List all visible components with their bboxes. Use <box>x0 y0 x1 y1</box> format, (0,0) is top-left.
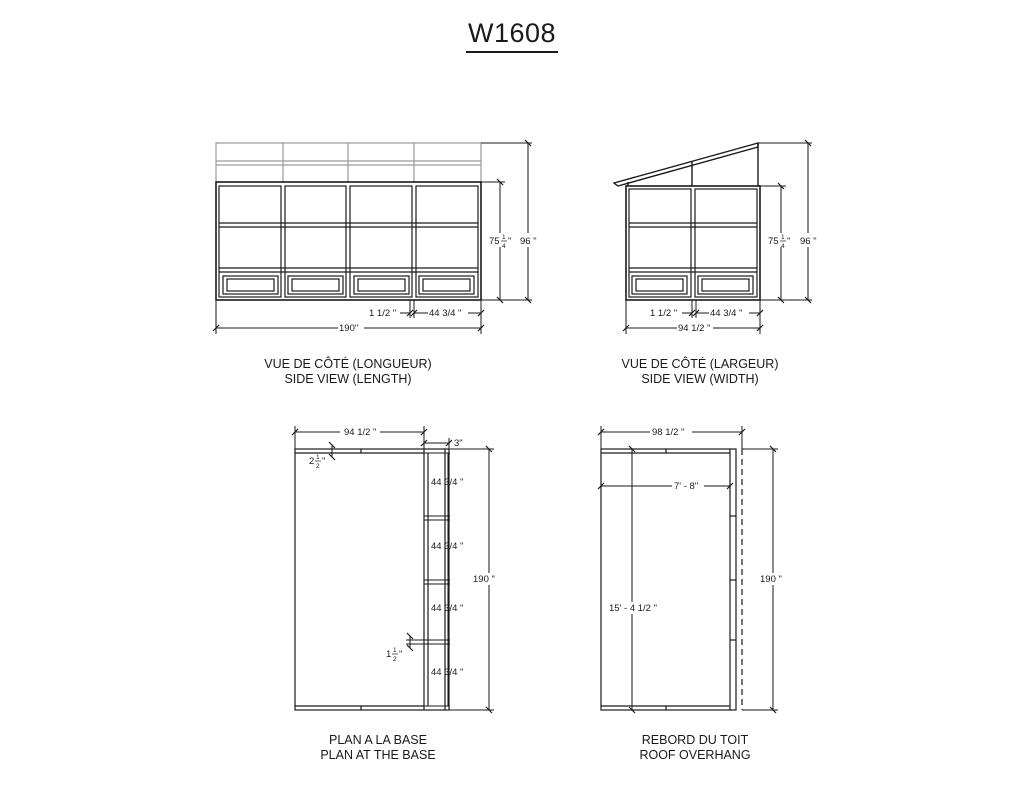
caption-plan-at-base <box>248 733 508 763</box>
dim-bay-3: 44 3/4 " <box>431 603 464 614</box>
roof-panels <box>216 143 481 182</box>
dim-bay-4: 44 3/4 " <box>431 667 464 678</box>
caption-fr: REBORD DU TOIT <box>641 733 749 747</box>
wall-frame <box>216 182 481 300</box>
dim-post-width: 1 1/2 " <box>650 308 678 319</box>
dim-height-inner-frac-num: 1 <box>781 234 785 241</box>
dim-sill-suffix: " <box>322 456 326 467</box>
dim-plan-length: 190 " <box>473 574 495 585</box>
model-number: W1608 <box>466 18 558 53</box>
dim-height-total-length: 96 " <box>520 236 537 247</box>
dim-height-inner-width: 75 <box>768 236 779 247</box>
sloped-roof <box>614 143 758 186</box>
dim-sill-den: 2 <box>316 463 320 470</box>
caption-side-view-length <box>218 357 478 387</box>
caption-en: ROOF OVERHANG <box>639 748 751 762</box>
dim-wall-thickness: 3" <box>454 438 463 449</box>
dimension-lines <box>295 426 494 710</box>
dimension-lines <box>216 143 532 334</box>
dim-height-total-width: 96 " <box>800 236 817 247</box>
caption-en: PLAN AT THE BASE <box>320 748 436 762</box>
side-view-length <box>216 143 532 334</box>
dim-height-inner-frac-num: 1 <box>502 234 506 241</box>
dim-roof-length: 190 " <box>760 574 782 585</box>
kick-panels <box>223 276 474 294</box>
dim-length: 190" <box>339 323 359 334</box>
dim-plan-width: 94 1/2 " <box>344 427 377 438</box>
dim-post-num: 1 <box>393 647 397 654</box>
dim-roof-inner-length: 15' - 4 1/2 " <box>609 603 657 614</box>
wall-frame <box>626 186 760 300</box>
dim-sill-num: 1 <box>316 454 320 461</box>
caption-en: SIDE VIEW (WIDTH) <box>641 372 759 386</box>
dim-bay-width: 44 3/4 " <box>710 308 743 319</box>
dim-bay-length: 44 3/4 " <box>429 308 462 319</box>
dim-post-length: 1 1/2 " <box>369 308 397 319</box>
plan-at-base <box>295 426 494 710</box>
caption-fr: VUE DE CÔTÉ (LONGUEUR) <box>264 357 432 371</box>
dim-height-inner-suffix: " <box>508 236 512 247</box>
dim-bay-2: 44 3/4 " <box>431 541 464 552</box>
dim-post-suffix: " <box>399 649 403 660</box>
roof-outline <box>601 449 736 710</box>
dim-post-den: 2 <box>393 656 397 663</box>
dim-roof-width: 98 1/2 " <box>652 427 685 438</box>
caption-roof-overhang <box>565 733 825 763</box>
dimension-lines <box>601 426 778 710</box>
dim-sill: 2 <box>309 456 315 467</box>
caption-side-view-width <box>570 357 830 387</box>
dim-height-inner-frac-den: 4 <box>781 243 785 250</box>
roof-overhang <box>601 426 778 710</box>
dim-width: 94 1/2 " <box>678 323 711 334</box>
dim-height-inner-length: 75 <box>489 236 500 247</box>
caption-en: SIDE VIEW (LENGTH) <box>284 372 412 386</box>
dim-roof-inner-width: 7' - 8" <box>674 481 699 492</box>
dim-bay-1: 44 3/4 " <box>431 477 464 488</box>
caption-fr: PLAN A LA BASE <box>329 733 427 747</box>
dim-height-inner-suffix: " <box>787 236 791 247</box>
dim-post-plan: 1 <box>386 649 392 660</box>
dim-height-inner-frac-den: 4 <box>502 243 506 250</box>
caption-fr: VUE DE CÔTÉ (LARGEUR) <box>621 357 779 371</box>
